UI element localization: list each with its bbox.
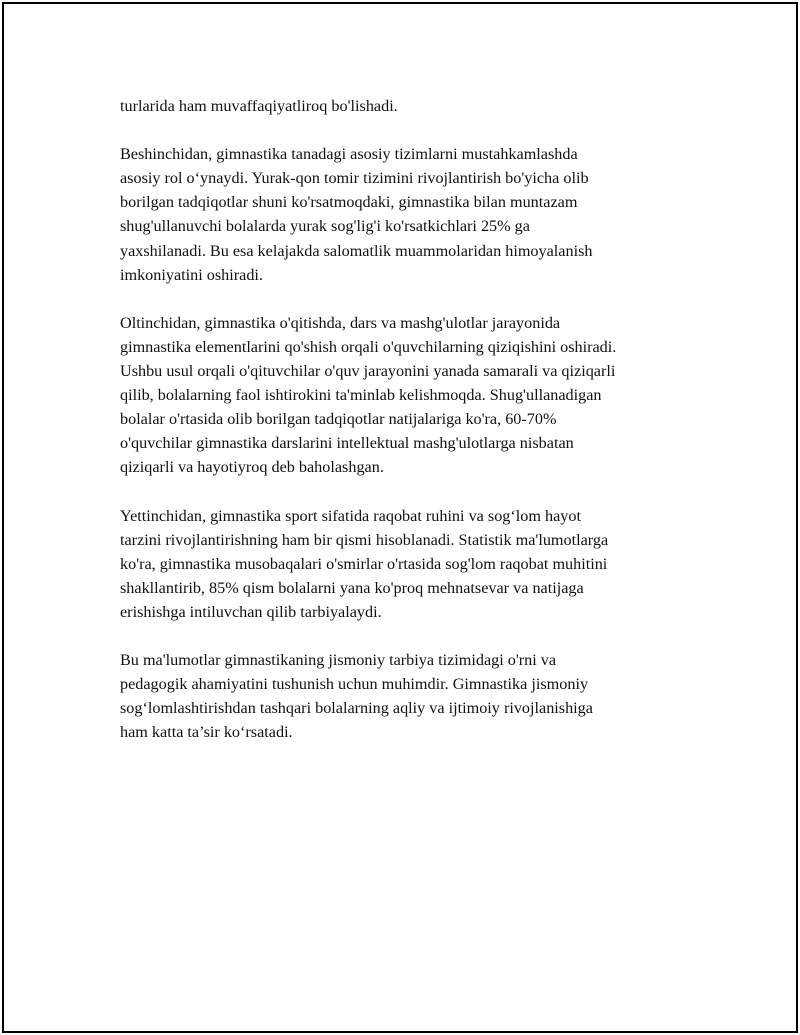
text-line: borilgan tadqiqotlar shuni ko'rsatmoqdaki, gimnastika bilan muntazam (120, 193, 578, 212)
text-line: bolalar o'rtasida olib borilgan tadqiqotlar natijalariga ko'ra, 60-70% (120, 410, 557, 429)
text-line: Yettinchidan, gimnastika sport sifatida raqobat ruhini va sog‘lom hayot (120, 506, 581, 525)
text-line: yaxshilanadi. Bu esa kelajakda salomatlik muammolaridan himoyalanish (120, 241, 593, 260)
text-line: shug'ullanuvchi bolalarda yurak sog'lig'i ko'rsatkichlari 25% ga (120, 217, 530, 236)
paragraph-conclusion (120, 648, 700, 744)
text-line: Beshinchidan, gimnastika tanadagi asosiy tizimlarni mustahkamlashda (120, 145, 578, 164)
paragraph-sixth (120, 311, 700, 480)
text-line: imkoniyatini oshiradi. (120, 265, 263, 284)
text-line: o'quvchilar gimnastika darslarini intellektual mashg'ulotlarga nisbatan (120, 434, 574, 453)
text-line: pedagogik ahamiyatini tushunish uchun muhimdir. Gimnastika jismoniy (120, 675, 589, 694)
text-line: ham katta ta’sir ko‘rsatadi. (120, 723, 293, 742)
text-line: qilib, bolalarning faol ishtirokini ta'minlab kelishmoqda. Shug'ullanadigan (120, 386, 602, 405)
text-line: tarzini rivojlantirishning ham bir qismi hisoblanadi. Statistik ma'lumotlarga (120, 530, 609, 549)
text-line: Bu ma'lumotlar gimnastikaning jismoniy tarbiya tizimidagi o'rni va (120, 651, 557, 670)
text-line: ko'ra, gimnastika musobaqalari o'smirlar o'rtasida sog'lom raqobat muhitini (120, 554, 608, 573)
document-body (120, 94, 700, 769)
text-line: Oltinchidan, gimnastika o'qitishda, dars va mashg'ulotlar jarayonida (120, 313, 561, 332)
text-line: Ushbu usul orqali o'qituvchilar o'quv jarayonini yanada samarali va qiziqarli (120, 362, 616, 381)
text-line: asosiy rol o‘ynaydi. Yurak-qon tomir tizimini rivojlantirish bo'yicha olib (120, 169, 589, 188)
text-line: turlarida ham muvaffaqiyatliroq bo'lishadi. (120, 97, 398, 115)
text-line: erishishga intiluvchan qilib tarbiyalaydi. (120, 602, 382, 621)
text-line: gimnastika elementlarini qo'shish orqali o'quvchilarning qiziqishini oshiradi. (120, 337, 617, 356)
text-line: qiziqarli va hayotiyroq deb baholashgan. (120, 458, 384, 477)
text-line: shakllantirib, 85% qism bolalarni yana ko'proq mehnatsevar va natijaga (120, 578, 584, 597)
paragraph-fifth (120, 142, 700, 287)
paragraph-intro-continuation (120, 94, 700, 118)
text-line: sog‘lomlashtirishdan tashqari bolalarning aqliy va ijtimoiy rivojlanishiga (120, 699, 593, 718)
page-frame (2, 2, 798, 1033)
paragraph-seventh (120, 504, 700, 624)
